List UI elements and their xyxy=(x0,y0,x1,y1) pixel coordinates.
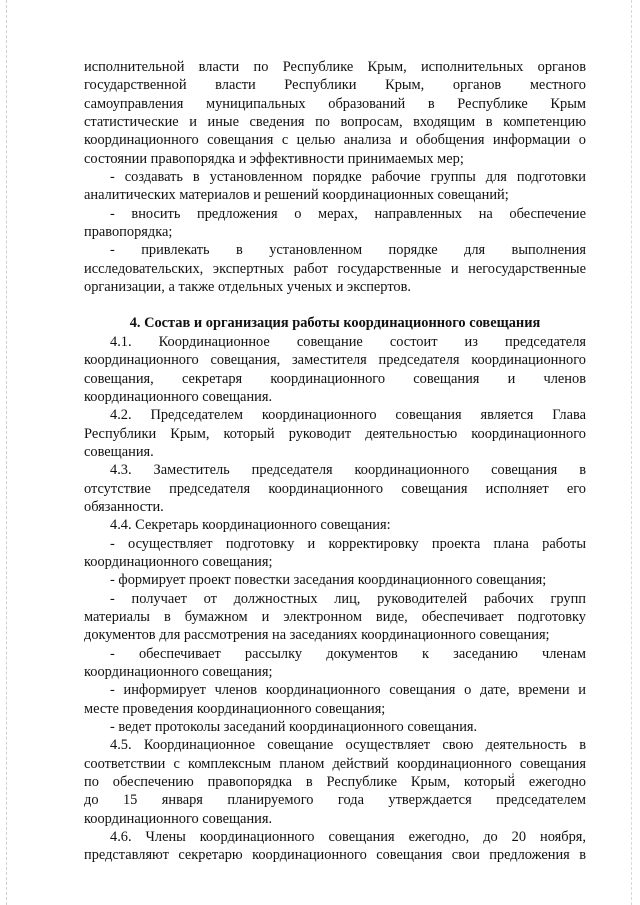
text-line: Республики Крым, который руководит деятельностью координационного xyxy=(84,425,586,442)
paragraph-gap xyxy=(84,296,586,314)
text-line: 4.3. Заместитель председателя координационного совещания в xyxy=(110,462,586,479)
text-line: 4.4. Секретарь координационного совещания: xyxy=(110,517,391,534)
text-line: аналитических материалов и решений координационных совещаний; xyxy=(84,187,509,204)
text-line: координационного совещания, заместителя председателя координационного xyxy=(84,352,586,369)
text-line: - обеспечивает рассылку документов к заседанию членам xyxy=(110,645,586,662)
text-line: 4.6. Члены координационного совещания ежегодно, до 20 ноября, xyxy=(110,829,586,846)
text-line: организации, а также отдельных ученых и экспертов. xyxy=(84,279,411,296)
text-line: - вносить предложения о мерах, направленных на обеспечение xyxy=(110,205,586,222)
text-line: - создавать в установленном порядке рабочие группы для подготовки xyxy=(110,169,586,186)
scan-edge-right xyxy=(631,0,633,905)
text-line: координационного совещания. xyxy=(84,810,273,827)
text-line: 4.1. Координационное совещание состоит из председателя xyxy=(110,333,586,350)
text-line: - получает от должностных лиц, руководителей рабочих групп xyxy=(110,590,586,607)
text-line: документов для рассмотрения на заседаниях координационного совещания; xyxy=(84,627,550,644)
section-heading: 4. Состав и организация работы координационного совещания xyxy=(129,315,541,332)
text-line: координационного совещания; xyxy=(84,553,273,570)
text-line: координационного совещания. xyxy=(84,388,273,405)
text-line: до 15 января планируемого года утверждается председателем xyxy=(84,792,586,809)
text-line: - ведет протоколы заседаний координационного совещания. xyxy=(110,719,478,736)
text-line: - привлекать в установленном порядке для выполнения xyxy=(110,242,586,259)
text-line: совещания, секретаря координационного совещания и членов xyxy=(84,370,586,387)
scan-edge-left xyxy=(6,0,8,905)
text-line: самоуправления муниципальных образований в Республике Крым xyxy=(84,95,586,112)
text-line: - формирует проект повестки заседания координационного совещания; xyxy=(110,572,547,589)
text-line: 4.2. Председателем координационного совещания является Глава xyxy=(110,407,586,424)
text-line: совещания. xyxy=(84,443,154,460)
text-line: - информирует членов координационного совещания о дате, времени и xyxy=(110,682,586,699)
text-line: координационного совещания с целью анализа и обобщения информации о xyxy=(84,132,586,149)
text-line: состоянии правопорядка и эффективности принимаемых мер; xyxy=(84,150,464,167)
text-line: 4.5. Координационное совещание осуществляет свою деятельность в xyxy=(110,737,586,754)
text-line: отсутствие председателя координационного совещания исполняет его xyxy=(84,480,586,497)
text-line: государственной власти Республики Крым, органов местного xyxy=(84,77,586,94)
text-line: правопорядка; xyxy=(84,224,173,241)
text-line: исследовательских, экспертных работ государственные и негосударственные xyxy=(84,260,586,277)
text-line: материалы в бумажном и электронном виде, обеспечивает подготовку xyxy=(84,608,586,625)
text-line: координационного совещания; xyxy=(84,664,273,680)
text-line: - осуществляет подготовку и корректировку проекта плана работы xyxy=(110,535,586,552)
text-line: месте проведения координационного совещания; xyxy=(84,700,386,717)
text-line: исполнительной власти по Республике Крым, исполнительных органов xyxy=(84,59,586,75)
text-line: обязанности. xyxy=(84,498,164,515)
text-line: по обеспечению правопорядка в Республике Крым, который ежегодно xyxy=(84,774,586,791)
text-line: представляют секретарю координационного совещания свои предложения в xyxy=(84,847,586,864)
text-line: статистические и иные сведения по вопросам, входящим в компетенцию xyxy=(84,114,586,131)
document-text xyxy=(84,58,586,865)
text-line: соответствии с комплексным планом действий координационного совещания xyxy=(84,755,586,772)
